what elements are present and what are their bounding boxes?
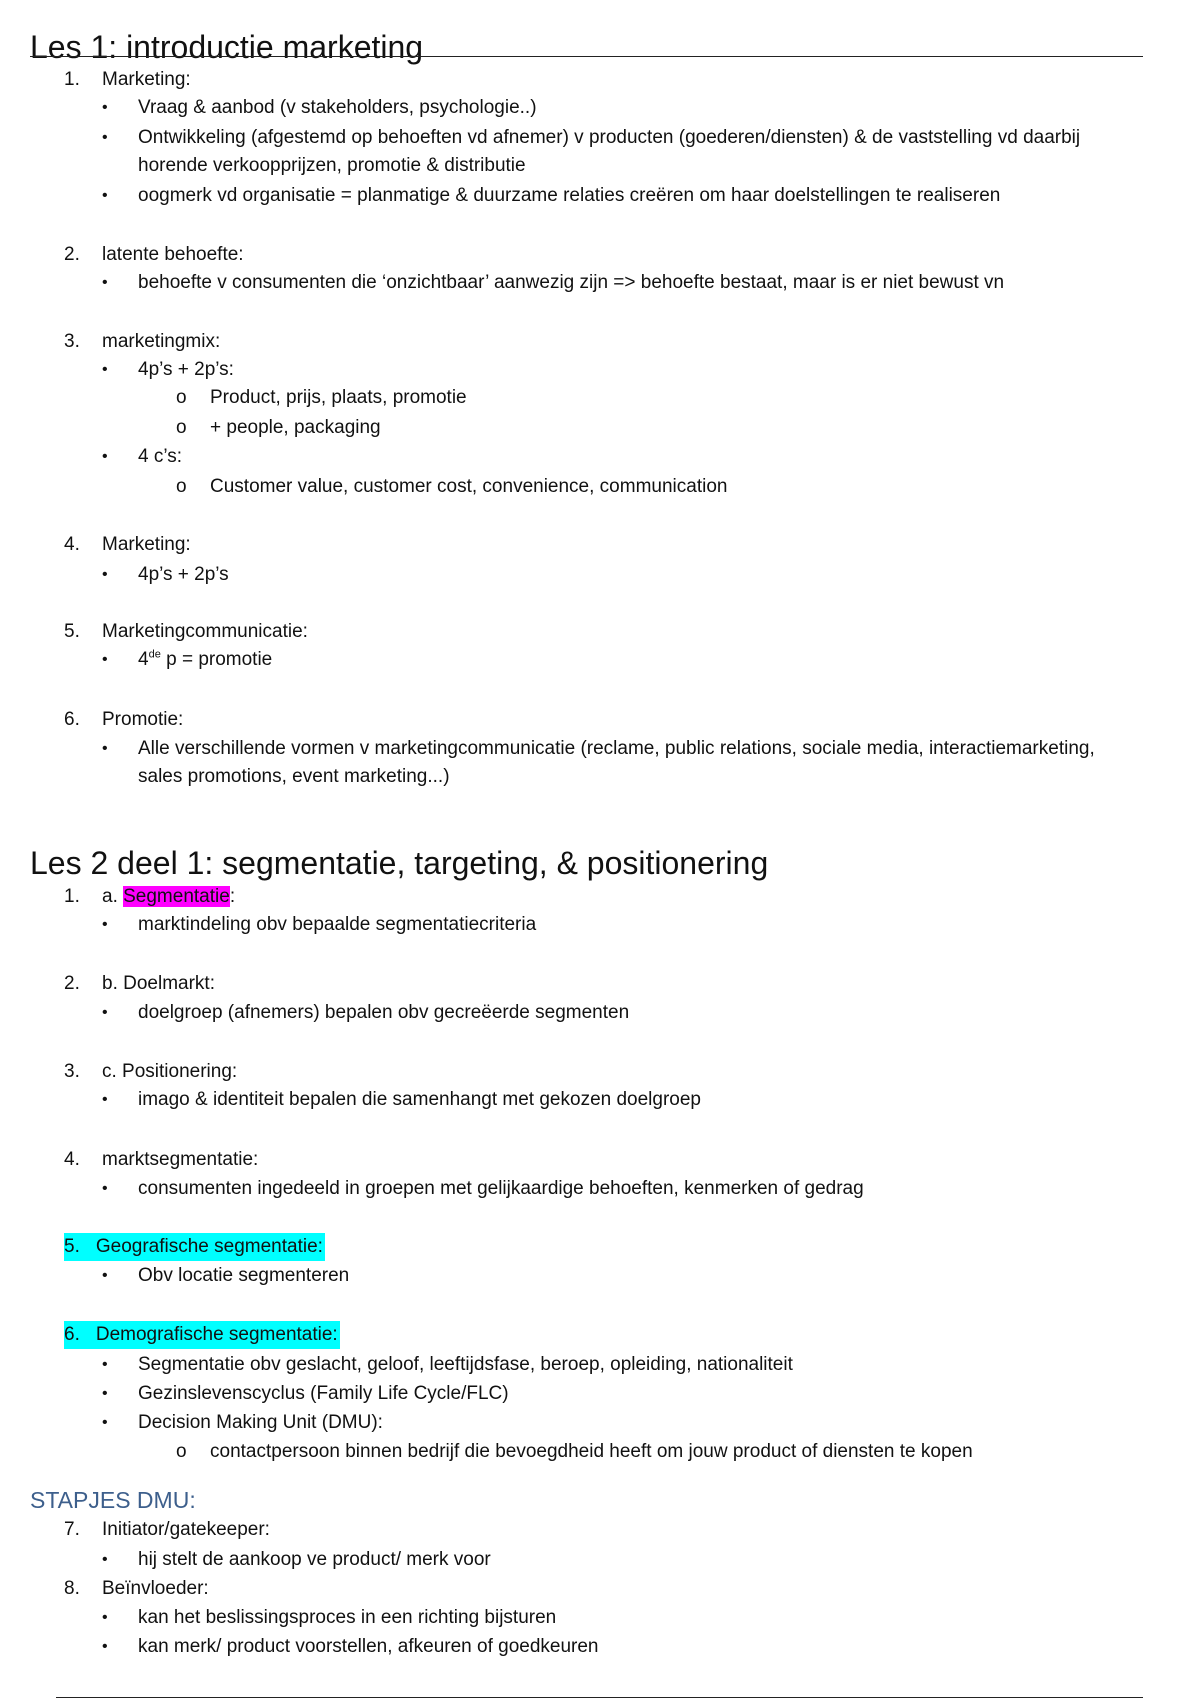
bullet-text: Ontwikkeling (afgestemd op behoeften vd afnemer) v producten (goederen/diensten) & de vaststelling vd daarbij	[138, 127, 1081, 148]
bullet-text: kan merk/ product voorstellen, afkeuren of goedkeuren	[138, 1636, 599, 1657]
bullet-icon: •	[102, 99, 108, 116]
bullet-icon: •	[102, 448, 108, 465]
item-label: marktsegmentatie:	[102, 1149, 259, 1170]
sub-bullet-icon: o	[176, 417, 187, 438]
bullet-text: 4p’s + 2p’s	[138, 564, 229, 585]
item-label: b. Doelmarkt:	[102, 973, 215, 994]
bullet-text-continued: sales promotions, event marketing...)	[138, 766, 450, 787]
dmu-title: STAPJES DMU:	[30, 1487, 196, 1513]
bullet-text: Obv locatie segmenteren	[138, 1265, 350, 1286]
bullet-icon: •	[102, 1638, 108, 1655]
bullet-icon: •	[102, 129, 108, 146]
bullet-text: Decision Making Unit (DMU):	[138, 1412, 383, 1433]
sub-bullet-icon: o	[176, 476, 187, 497]
item-label: c. Positionering:	[102, 1061, 238, 1082]
sub-bullet-text: contactpersoon binnen bedrijf die bevoegdheid heeft om jouw product of diensten te kopen	[210, 1441, 973, 1462]
bullet-icon: •	[102, 1356, 108, 1373]
bullet-text: kan het beslissingsproces in een richting bijsturen	[138, 1607, 557, 1628]
item-label: marketingmix:	[102, 331, 221, 352]
bullet-text: imago & identiteit bepalen die samenhangt met gekozen doelgroep	[138, 1089, 701, 1110]
item-number: 2.	[64, 244, 80, 265]
item-number: 4.	[64, 1149, 80, 1170]
bullet-text: hij stelt de aankoop ve product/ merk voor	[138, 1549, 491, 1570]
bullet-text: 4p’s + 2p’s:	[138, 359, 234, 380]
item-label: latente behoefte:	[102, 244, 244, 265]
highlight-geografisch: 5. Geografische segmentatie:	[64, 1233, 325, 1261]
item-label: Initiator/gatekeeper:	[102, 1519, 270, 1540]
bullet-text: Alle verschillende vormen v marketingcommunicatie (reclame, public relations, sociale media, interactiemarketing,	[138, 738, 1095, 759]
bullet-icon: •	[102, 1180, 108, 1197]
bullet-text: oogmerk vd organisatie = planmatige & duurzame relaties creëren om haar doelstellingen te realiseren	[138, 185, 1001, 206]
bullet-icon: •	[102, 916, 108, 933]
sub-bullet-text: Product, prijs, plaats, promotie	[210, 387, 467, 408]
bullet-text: Segmentatie obv geslacht, geloof, leeftijdsfase, beroep, opleiding, nationaliteit	[138, 1354, 793, 1375]
bullet-icon: •	[102, 1551, 108, 1568]
bullet-text: marktindeling obv bepaalde segmentatiecriteria	[138, 914, 537, 935]
bullet-text: behoefte v consumenten die ‘onzichtbaar’ aanwezig zijn => behoefte bestaat, maar is er niet bewust vn	[138, 272, 1005, 293]
bullet-text: Gezinslevenscyclus (Family Life Cycle/FLC)	[138, 1383, 509, 1404]
sub-bullet-icon: o	[176, 1441, 187, 1462]
bullet-icon: •	[102, 1091, 108, 1108]
item-number: 7.	[64, 1519, 80, 1540]
les2-title: Les 2 deel 1: segmentatie, targeting, & positionering	[30, 845, 769, 881]
bullet-icon: •	[102, 1267, 108, 1284]
item-label: Marketingcommunicatie:	[102, 621, 308, 642]
item-number: 6.	[64, 709, 80, 730]
bullet-icon: •	[102, 1004, 108, 1021]
bullet-icon: •	[102, 1414, 108, 1431]
title-underline	[30, 56, 1143, 57]
item-number: 2.	[64, 973, 80, 994]
bullet-text: 4de p = promotie	[138, 648, 273, 670]
item-number: 3.	[64, 1061, 80, 1082]
bullet-text: Vraag & aanbod (v stakeholders, psychologie..)	[138, 97, 537, 118]
bullet-icon: •	[102, 187, 108, 204]
les1-title: Les 1: introductie marketing	[30, 29, 424, 65]
item-label: Marketing:	[102, 534, 191, 555]
bullet-icon: •	[102, 1609, 108, 1626]
highlight-demografisch: 6. Demografische segmentatie:	[64, 1321, 340, 1349]
item-label: Beïnvloeder:	[102, 1578, 209, 1599]
highlight-segmentatie: Segmentatie	[123, 886, 230, 907]
bullet-icon: •	[102, 566, 108, 583]
item-label: a. Segmentatie:	[102, 886, 236, 907]
item-number: 8.	[64, 1578, 80, 1599]
bullet-icon: •	[102, 740, 108, 757]
bullet-icon: •	[102, 361, 108, 378]
item-number: 1.	[64, 886, 80, 907]
item-number: 4.	[64, 534, 80, 555]
item-number: 1.	[64, 69, 80, 90]
bullet-icon: •	[102, 651, 108, 668]
bullet-text: consumenten ingedeeld in groepen met gelijkaardige behoeften, kenmerken of gedrag	[138, 1178, 864, 1199]
bullet-text-continued: horende verkoopprijzen, promotie & distributie	[138, 155, 526, 176]
item-label: Marketing:	[102, 69, 191, 90]
sub-bullet-icon: o	[176, 387, 187, 408]
bottom-divider	[56, 1697, 1143, 1698]
item-number: 5.	[64, 621, 80, 642]
sub-bullet-text: Customer value, customer cost, convenience, communication	[210, 476, 728, 497]
sub-bullet-text: + people, packaging	[210, 417, 381, 438]
bullet-text: 4 c’s:	[138, 446, 183, 467]
bullet-icon: •	[102, 1385, 108, 1402]
bullet-icon: •	[102, 274, 108, 291]
item-label: Promotie:	[102, 709, 184, 730]
bullet-text: doelgroep (afnemers) bepalen obv gecreëerde segmenten	[138, 1002, 630, 1023]
item-number: 3.	[64, 331, 80, 352]
